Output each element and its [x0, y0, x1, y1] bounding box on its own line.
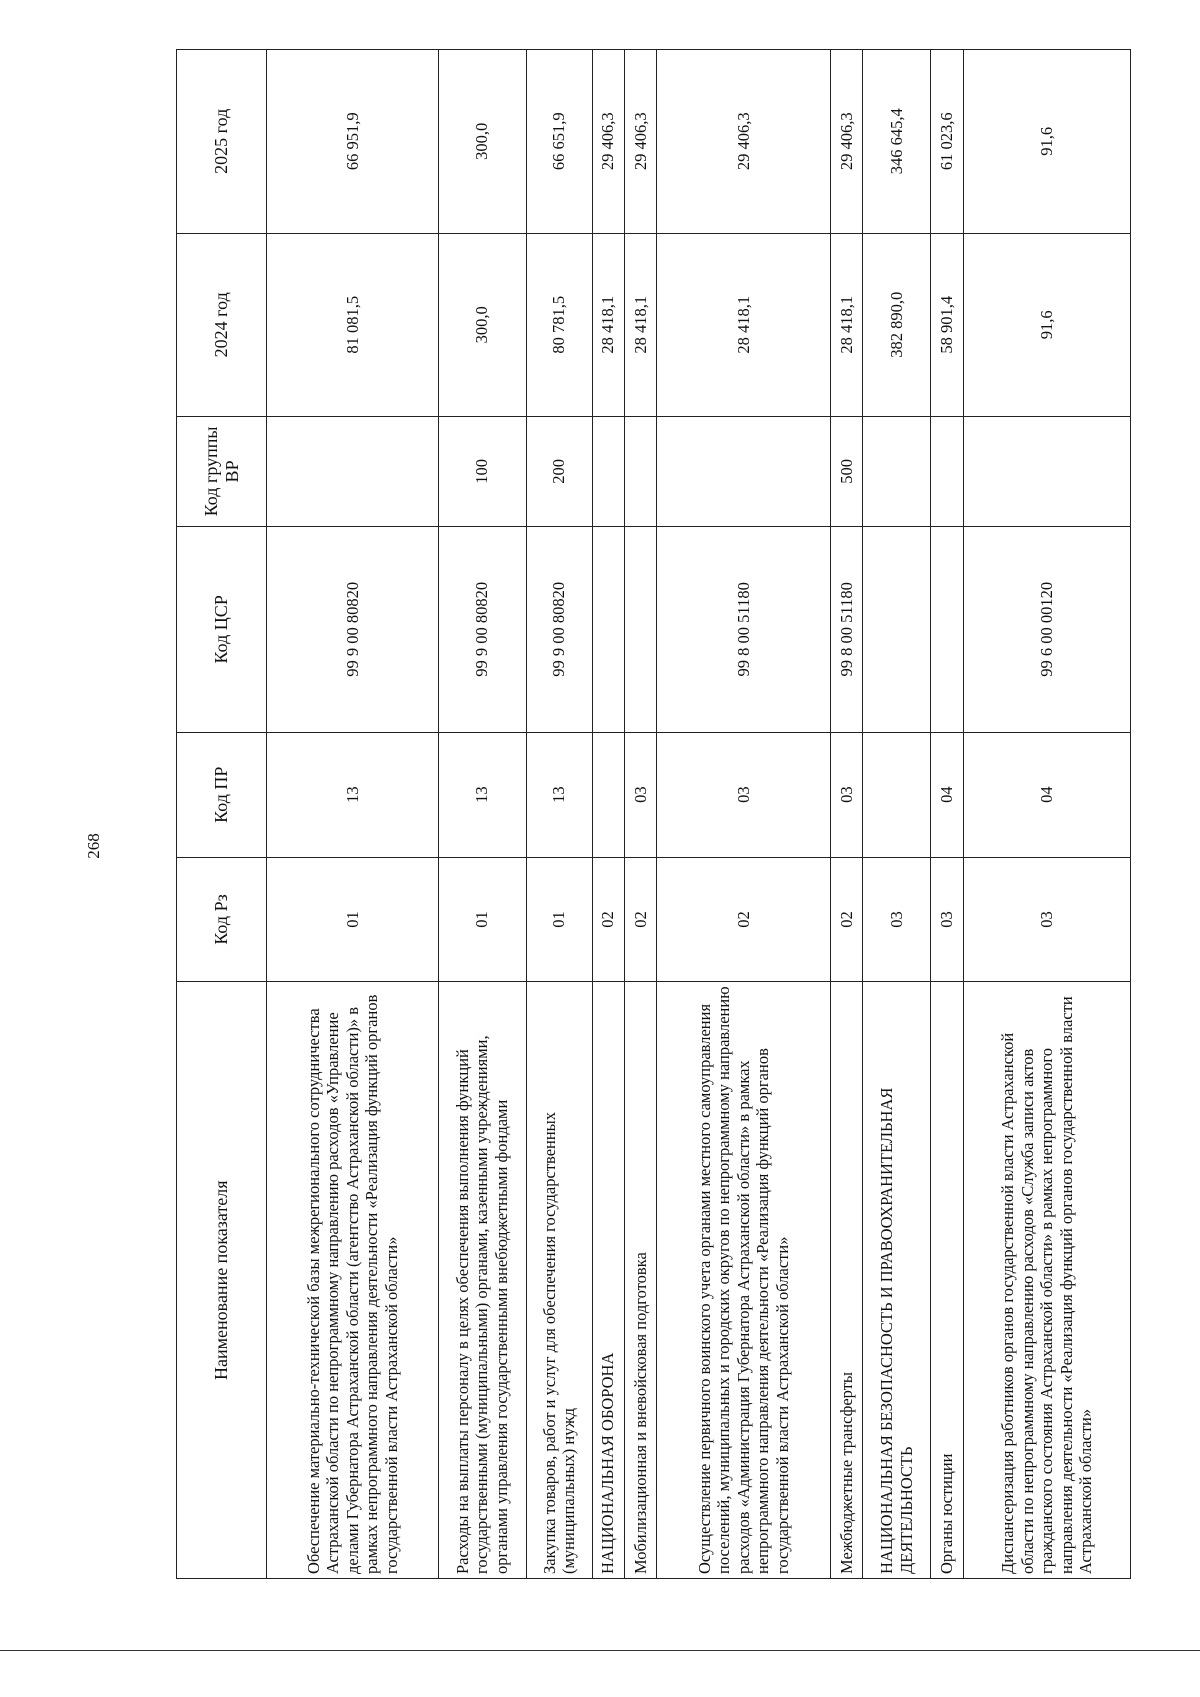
row-rz: 02: [831, 857, 863, 982]
rotated-table-container: [176, 49, 1131, 1579]
row-csr: 99 9 00 80820: [267, 526, 439, 732]
row-2024: 80 781,5: [526, 233, 592, 416]
row-2025: 61 023,6: [931, 50, 963, 234]
header-2024: 2024 год: [177, 233, 267, 416]
table-row: [931, 50, 963, 1579]
row-2025: 66 951,9: [267, 50, 439, 234]
row-vr: [657, 417, 831, 527]
table-row: [863, 50, 931, 1579]
row-vr: [863, 417, 931, 527]
row-pr: 04: [931, 732, 963, 857]
header-name: Наименование показателя: [177, 982, 267, 1579]
table-row: [624, 50, 656, 1579]
row-rz: 01: [267, 857, 439, 982]
row-2025: 91,6: [963, 50, 1130, 234]
budget-table: [176, 49, 1131, 1579]
row-rz: 03: [931, 857, 963, 982]
table-row: [438, 50, 526, 1579]
header-rz: Код Рз: [177, 857, 267, 982]
header-vr: Код группы ВР: [177, 417, 267, 527]
row-rz: 01: [438, 857, 526, 982]
row-pr: 13: [526, 732, 592, 857]
row-csr: [931, 526, 963, 732]
row-2025: 29 406,3: [624, 50, 656, 234]
row-2025: 346 645,4: [863, 50, 931, 234]
row-vr: [592, 417, 624, 527]
row-pr: [863, 732, 931, 857]
row-name: Органы юстиции: [931, 982, 963, 1579]
row-name: Расходы на выплаты персоналу в целях обеспечения выполнения функций государственными (муниципальными) органами, казенными учреждениями, органами управления государственными внебюджетными фондами: [438, 982, 526, 1579]
table-row: [267, 50, 439, 1579]
row-csr: 99 8 00 51180: [657, 526, 831, 732]
row-2024: 382 890,0: [863, 233, 931, 416]
row-2025: 29 406,3: [831, 50, 863, 234]
row-2024: 28 418,1: [624, 233, 656, 416]
row-2025: 29 406,3: [592, 50, 624, 234]
row-vr: 500: [831, 417, 863, 527]
row-csr: [863, 526, 931, 732]
row-rz: 01: [526, 857, 592, 982]
row-2024: 28 418,1: [657, 233, 831, 416]
row-name: НАЦИОНАЛЬНАЯ БЕЗОПАСНОСТЬ И ПРАВООХРАНИТЕЛЬНАЯ ДЕЯТЕЛЬНОСТЬ: [863, 982, 931, 1579]
row-name: НАЦИОНАЛЬНАЯ ОБОРОНА: [592, 982, 624, 1579]
row-rz: 02: [592, 857, 624, 982]
row-2024: 91,6: [963, 233, 1130, 416]
row-2024: 300,0: [438, 233, 526, 416]
row-rz: 03: [863, 857, 931, 982]
header-row: [177, 50, 267, 1579]
row-2024: 58 901,4: [931, 233, 963, 416]
row-vr: [931, 417, 963, 527]
row-name: Диспансеризация работников органов государственной власти Астраханской области по непрограммному направлению расходов «Служба записи актов гражданского состояния Астраханской области» в рамках непрограммного направления деятельности «Реализация функций органов государственной власти Астраханской области»: [963, 982, 1130, 1579]
row-pr: 04: [963, 732, 1130, 857]
row-2025: 66 651,9: [526, 50, 592, 234]
row-vr: [963, 417, 1130, 527]
row-csr: [592, 526, 624, 732]
header-csr: Код ЦСР: [177, 526, 267, 732]
row-pr: 03: [831, 732, 863, 857]
row-vr: 100: [438, 417, 526, 527]
header-2025: 2025 год: [177, 50, 267, 234]
table-row: [526, 50, 592, 1579]
row-name: Закупка товаров, работ и услуг для обеспечения государственных (муниципальных) нужд: [526, 982, 592, 1579]
row-pr: 13: [267, 732, 439, 857]
row-2024: 81 081,5: [267, 233, 439, 416]
row-vr: [267, 417, 439, 527]
row-name: Осуществление первичного воинского учета органами местного самоуправления поселений, муниципальных и городских округов по непрограммному направлению расходов «Администрация Губернатора Астраханской области» в рамках непрограммного направления деятельности «Реализация функций органов государственной власти Астраханской области»: [657, 982, 831, 1579]
row-name: Обеспечение материально-технической базы межрегионального сотрудничества Астраханской области по непрограммному направлению расходов «Управление делами Губернатора Астраханской области (агентство Астраханской области)» в рамках непрограммного направления деятельности «Реализация функций органов государственной власти Астраханской области»: [267, 982, 439, 1579]
row-pr: 13: [438, 732, 526, 857]
row-csr: 99 8 00 51180: [831, 526, 863, 732]
table-row: [963, 50, 1130, 1579]
row-csr: 99 9 00 80820: [438, 526, 526, 732]
row-csr: [624, 526, 656, 732]
row-rz: 02: [657, 857, 831, 982]
row-csr: 99 9 00 80820: [526, 526, 592, 732]
page-bottom-rule: [0, 1650, 1200, 1651]
page-number: 268: [84, 833, 103, 859]
table-row: [831, 50, 863, 1579]
table-row: [592, 50, 624, 1579]
header-pr: Код ПР: [177, 732, 267, 857]
row-pr: 03: [624, 732, 656, 857]
table-row: [657, 50, 831, 1579]
row-2025: 300,0: [438, 50, 526, 234]
row-pr: [592, 732, 624, 857]
row-vr: [624, 417, 656, 527]
row-name: Мобилизационная и вневойсковая подготовка: [624, 982, 656, 1579]
row-pr: 03: [657, 732, 831, 857]
row-2025: 29 406,3: [657, 50, 831, 234]
row-name: Межбюджетные трансферты: [831, 982, 863, 1579]
row-rz: 03: [963, 857, 1130, 982]
row-csr: 99 6 00 00120: [963, 526, 1130, 732]
row-rz: 02: [624, 857, 656, 982]
row-2024: 28 418,1: [831, 233, 863, 416]
row-vr: 200: [526, 417, 592, 527]
row-2024: 28 418,1: [592, 233, 624, 416]
